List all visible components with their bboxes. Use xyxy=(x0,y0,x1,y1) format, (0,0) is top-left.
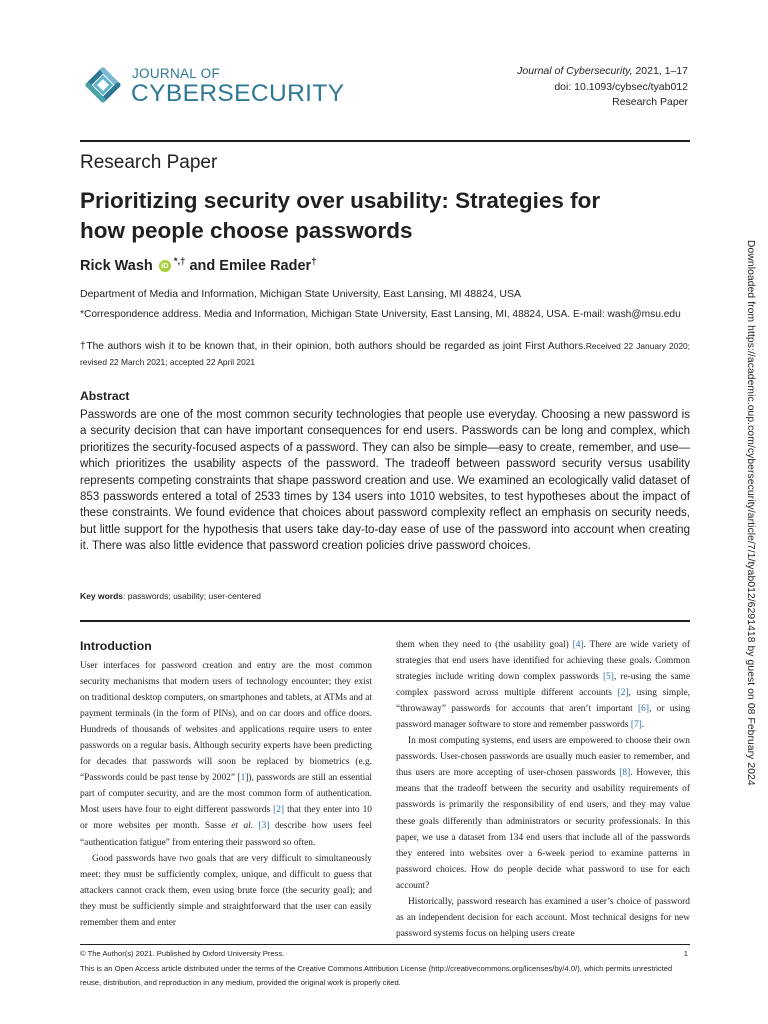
joint-authorship-note xyxy=(80,339,690,370)
author-marks: *,† xyxy=(173,256,186,267)
text-run: them when they need to (the usability goal) xyxy=(396,640,573,650)
citation-link[interactable]: [6] xyxy=(638,704,649,715)
paragraph xyxy=(396,733,690,893)
paragraph xyxy=(396,894,690,942)
article-type: Research Paper xyxy=(80,152,218,173)
article-type-label: Research Paper xyxy=(612,96,688,108)
journal-citation xyxy=(517,64,688,80)
citation-link[interactable]: [2] xyxy=(617,688,629,699)
text-run: , re-using the same complex password across multiple different accounts xyxy=(396,672,690,699)
text-run: . However, this means that the tradeoff between the security and usability requirements of passwords is primarily the responsibility of end users, and they may value these goals differently than administrators or security professionals. In this paper, we use a dataset from 134 end users that include all of the passwords they entered into websites over a 6-week period to examine patterns in password choices. How do people decide what password to use for each account? xyxy=(396,768,690,891)
paragraph xyxy=(80,851,372,931)
citation-link[interactable]: [5] xyxy=(602,672,614,683)
author-name[interactable]: Rick Wash xyxy=(80,258,153,274)
text-run: Good passwords have two goals that are very difficult to simultaneously meet: they must be sufficiently complex, unique, and difficult to guess that attackers cannot crack them, even using brute force (the security goal); and they must be sufficiently simple and straightforward that the user can easily remember them and enter xyxy=(80,853,372,928)
body-column-right xyxy=(396,637,690,942)
download-watermark: Downloaded from https://academic.oup.com/cybersecurity/article/7/1/tyab012/6291418 by guest on 08 February 2024 xyxy=(745,240,756,786)
text-run: Historically, password research has examined a user’s choice of password as an independent decision for each account. Most technical designs for new password systems focus on helping users create xyxy=(396,896,690,939)
footer-rule xyxy=(80,944,690,945)
joint-note-text: †The authors wish it to be known that, in their opinion, both authors should be regarded as joint First Authors. xyxy=(80,341,586,352)
keywords-list: : passwords; usability; user-centered xyxy=(123,591,261,601)
journal-name: Journal of Cybersecurity, xyxy=(517,65,633,77)
introduction-heading: Introduction xyxy=(80,639,152,653)
citation-link[interactable]: [2] xyxy=(273,805,285,816)
author-name[interactable]: Emilee Rader xyxy=(219,258,312,274)
section-rule xyxy=(80,620,690,622)
top-rule xyxy=(80,140,690,142)
citation-link[interactable]: 1 xyxy=(240,773,246,784)
paragraph xyxy=(80,658,372,851)
italic-text: et al. xyxy=(231,821,254,832)
text-run: User interfaces for password creation and entry are the most common security mechanisms that modern users of technology encounter; they exist on traditional desktop computers, on smartphones and tablets, at ATMs and at payment terminals (in the form of PINs), and on car doors and office doors. Hundreds of thousands of websites and applications require users to enter passwords on a regular basis. Although security experts have been predicting for decades that passwords will soon be replaced by biometrics (e.g. “Passwords could be past tense by 2002” xyxy=(80,661,372,784)
page-number: 1 xyxy=(683,949,688,958)
keywords xyxy=(80,591,261,601)
logo-text-line2: CYBERSECURITY xyxy=(131,80,345,107)
text-run: [ xyxy=(237,773,241,784)
text-run: , or using password manager software to store and remember passwords xyxy=(396,704,691,731)
doi[interactable]: doi: 10.1093/cybsec/tyab012 xyxy=(554,80,688,93)
text-run: , using simple, “throwaway” passwords for accounts that aren’t important xyxy=(396,688,690,715)
citation-link[interactable]: [8] xyxy=(619,768,631,779)
citation-link[interactable]: [3] xyxy=(258,821,270,832)
text-run: ]), passwords are still an essential part of computer security, and are the most common form of authentication. Most users have four to eight different passwords xyxy=(80,773,372,816)
author-list xyxy=(80,256,316,274)
logo-text-line1: JOURNAL OF xyxy=(132,66,221,81)
journal-logo-icon xyxy=(80,62,126,108)
article-title: Prioritizing security over usability: Strategies for how people choose passwords xyxy=(80,188,601,243)
citation-link[interactable]: [4] xyxy=(572,640,584,650)
text-run: . There are wide variety of strategies that end users have identified for achieving these goals. Common strategies include writing down complex passwords xyxy=(396,640,690,683)
article-dates: Received 22 January 2020; revised 22 March 2021; accepted 22 April 2021 xyxy=(80,341,690,367)
abstract-text: Passwords are one of the most common security technologies that people use everyday. Choosing a new password is a security decision that can have important consequences for end users. Passwords can be long and complex, which prioritizes the security-focused aspects of a password. They can also be simple—easy to create, remember, and use—which prioritizes the usability aspects of the password. The tradeoff between password security versus usability represents competing constraints that shape password creation and use. We examined an ecologically valid dataset of 853 passwords entered a total of 2533 times by 134 users into 1010 websites, to test hypotheses about the impact of these constraints. We found evidence that choices about password complexity reflect an emphasis on security needs, but little support for the hypothesis that users take day-to-day ease of use of the password into account when creating it. There was also little evidence that password creation policies drive password choices. xyxy=(80,409,690,553)
copyright-notice: © The Author(s) 2021. Published by Oxford University Press. xyxy=(80,949,285,958)
body-column-left xyxy=(80,658,372,931)
affiliation: Department of Media and Information, Michigan State University, East Lansing, MI 48824, USA xyxy=(80,288,522,300)
orcid-icon[interactable]: iD xyxy=(159,260,171,272)
correspondence-address: *Correspondence address. Media and Information, Michigan State University, East Lansing, MI, 48824, USA. E-mail: wash@msu.edu xyxy=(80,309,681,320)
paragraph xyxy=(396,637,690,733)
journal-info xyxy=(517,64,688,111)
text-run: . xyxy=(641,720,645,731)
text-run: In most computing systems, end users are empowered to choose their own passwords. User-chosen passwords are usually much easier to remember, and thus users are more accepting of user-chosen passwords xyxy=(396,736,690,779)
citation-link[interactable]: [7] xyxy=(630,720,642,731)
abstract-heading: Abstract xyxy=(80,389,130,403)
author-marks: † xyxy=(311,256,317,267)
license-notice: This is an Open Access article distributed under the terms of the Creative Commons Attribution License (http://creativecommons.org/licenses/by/4.0/), which permits unrestricted reuse, distribution, and reproduction in any medium, provided the original work is properly cited. xyxy=(80,964,673,987)
text-run: that they enter into 10 or more websites per month. Sasse xyxy=(80,805,372,832)
keywords-label: Key words xyxy=(80,591,123,601)
journal-year-pages: 2021, 1–17 xyxy=(635,65,688,77)
author-connector: and xyxy=(189,258,216,274)
journal-logo[interactable] xyxy=(80,62,345,114)
text-run: describe how users feel “authentication fatigue” from entering their password so often. xyxy=(80,821,373,848)
